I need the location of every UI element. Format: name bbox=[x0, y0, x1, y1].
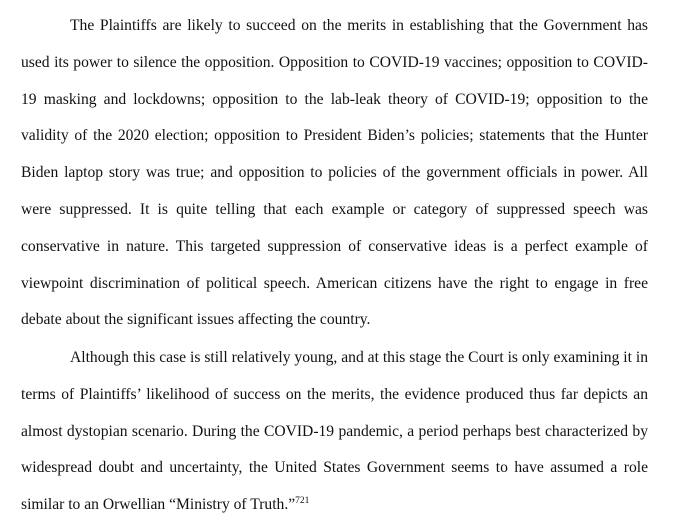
paragraph-2-text: Although this case is still relatively young, and at this stage the Court is only examining it in terms of Plaintiffs’ likelihood of success on the merits, the evidence produced thus far depicts an almost dystopian scenario. During the COVID-19 pandemic, a period perhaps best characterized by widespread doubt and uncertainty, the United States Government seems to have assumed a role similar to an Orwellian “Ministry of Truth.” bbox=[21, 349, 648, 514]
paragraph-1-text: The Plaintiffs are likely to succeed on the merits in establishing that the Government has used its power to silence the opposition. Opposition to COVID-19 vaccines; opposition to COVID-19 masking and lockdowns; opposition to the lab-leak theory of COVID-19; opposition to the validity of the 2020 election; opposition to President Biden’s policies; statements that the Hunter Biden laptop story was true; and opposition to policies of the government officials in power. All were suppressed. It is quite telling that each example or category of suppressed speech was conservative in nature. This targeted suppression of conservative ideas is a perfect example of viewpoint discrimination of political speech. American citizens have the right to engage in free debate about the significant issues affecting the country. bbox=[21, 17, 648, 329]
footnote-marker: 721 bbox=[295, 496, 310, 506]
paragraph-1 bbox=[21, 8, 648, 339]
paragraph-2 bbox=[21, 340, 648, 524]
